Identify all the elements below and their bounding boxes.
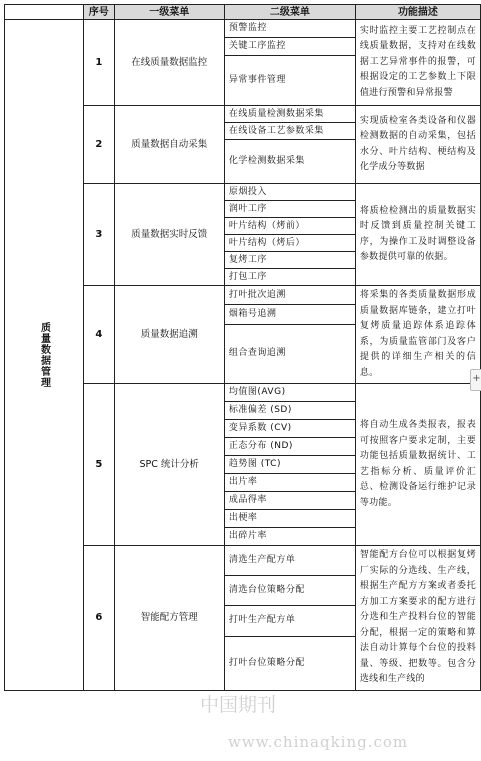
- level1-menu-cell: 智能配方管理: [114, 546, 224, 691]
- row-number: 3: [84, 184, 115, 286]
- level2-menu-cell: 标准偏差 (SD): [224, 402, 355, 420]
- level2-menu-cell: 叶片结构（烤后）: [224, 235, 355, 252]
- level2-menu-cell: 正态分布 (ND): [224, 438, 355, 456]
- row-number: 1: [84, 20, 115, 106]
- level2-menu-cell: 均值图(AVG): [224, 384, 355, 402]
- level2-menu-cell: 组合查询追溯: [224, 324, 355, 383]
- description-cell: 实时监控主要工艺控制点在线质量数据，支持对在线数据工艺异常事件的报警，可根据设定的工艺参数上下限值进行预警和异常报警: [355, 20, 480, 106]
- level2-menu-cell: 变异系数 (CV): [224, 420, 355, 438]
- level2-menu-cell: 叶片结构（烤前）: [224, 218, 355, 235]
- level2-menu-cell: 打叶台位策略分配: [224, 636, 355, 690]
- level1-menu-cell: 质量数据自动采集: [114, 106, 224, 184]
- level2-menu-cell: 成品得率: [224, 492, 355, 510]
- row-number: 5: [84, 384, 115, 546]
- menu-table: [4, 4, 481, 691]
- level2-menu-cell: 出碎片率: [224, 528, 355, 546]
- expand-icon[interactable]: +: [470, 369, 481, 391]
- level2-menu-cell: 预警监控: [224, 20, 355, 38]
- level2-menu-cell: 清选生产配方单: [224, 546, 355, 576]
- header-description: 功能描述: [355, 5, 480, 20]
- level2-menu-cell: 打叶生产配方单: [224, 606, 355, 636]
- description-cell: 将采集的各类质量数据形成质量数据库链条，建立打叶复烤质量追踪体系追踪体系，为质量监管部门及客户提供的详细生产相关的信息。: [355, 286, 480, 384]
- row-number: 4: [84, 286, 115, 384]
- row-number: 6: [84, 546, 115, 691]
- level2-menu-cell: 复烤工序: [224, 252, 355, 269]
- level2-menu-cell: 原烟投入: [224, 184, 355, 201]
- description-cell: 实现质检室各类设备和仪器检测数据的自动采集，包括水分、叶片结构、梗结构及化学成分等数据: [355, 106, 480, 184]
- level2-menu-cell: 趋势图 (TC): [224, 456, 355, 474]
- level2-menu-cell: 化学检测数据采集: [224, 140, 355, 184]
- row-number: 2: [84, 106, 115, 184]
- level2-menu-cell: 出梗率: [224, 510, 355, 528]
- watermark-url: www.chinaqking.com: [228, 733, 409, 751]
- description-cell: 将质检检测出的质量数据实时反馈到质量控制关键工序，为操作工及时调整设备参数提供可靠的依据。: [355, 184, 480, 286]
- level2-menu-cell: 清选台位策略分配: [224, 576, 355, 606]
- level2-menu-cell: 异常事件管理: [224, 56, 355, 106]
- header-blank: [5, 5, 84, 20]
- watermark-logo: 中国期刊: [200, 694, 277, 716]
- header-level1-menu: 一级菜单: [114, 5, 224, 20]
- level2-menu-cell: 打包工序: [224, 269, 355, 286]
- level2-menu-cell: 在线质量检测数据采集: [224, 106, 355, 123]
- level2-menu-cell: 关键工序监控: [224, 38, 355, 56]
- header-row: [5, 5, 481, 20]
- header-index: 序号: [84, 5, 115, 20]
- level2-menu-cell: 在线设备工艺参数采集: [224, 123, 355, 140]
- header-level2-menu: 二级菜单: [224, 5, 355, 20]
- level2-menu-cell: 润叶工序: [224, 201, 355, 218]
- side-category-cell: [5, 20, 84, 691]
- side-category-label: 质量数据管理: [38, 321, 50, 388]
- table-row: [5, 20, 481, 38]
- level1-menu-cell: SPC 统计分析: [114, 384, 224, 546]
- description-cell: 将自动生成各类报表，报表可按照客户要求定制，主要功能包括质量数据统计、工艺指标分析、质量评价汇总、检测设备运行维护记录等功能。: [355, 384, 480, 546]
- description-cell: 智能配方台位可以根据复烤厂实际的分选线、生产线，根据生产配方方案或者委托方加工方案要求的配方进行分选和生产投料台位的智能分配，根据一定的策略和算法自动计算每个台位的投料量、等级、把数等。包含分选线和生产线的: [355, 546, 480, 691]
- level2-menu-cell: 出片率: [224, 474, 355, 492]
- level2-menu-cell: 打叶批次追溯: [224, 286, 355, 305]
- level1-menu-cell: 质量数据追溯: [114, 286, 224, 384]
- level1-menu-cell: 在线质量数据监控: [114, 20, 224, 106]
- level2-menu-cell: 烟箱号追溯: [224, 305, 355, 324]
- level1-menu-cell: 质量数据实时反馈: [114, 184, 224, 286]
